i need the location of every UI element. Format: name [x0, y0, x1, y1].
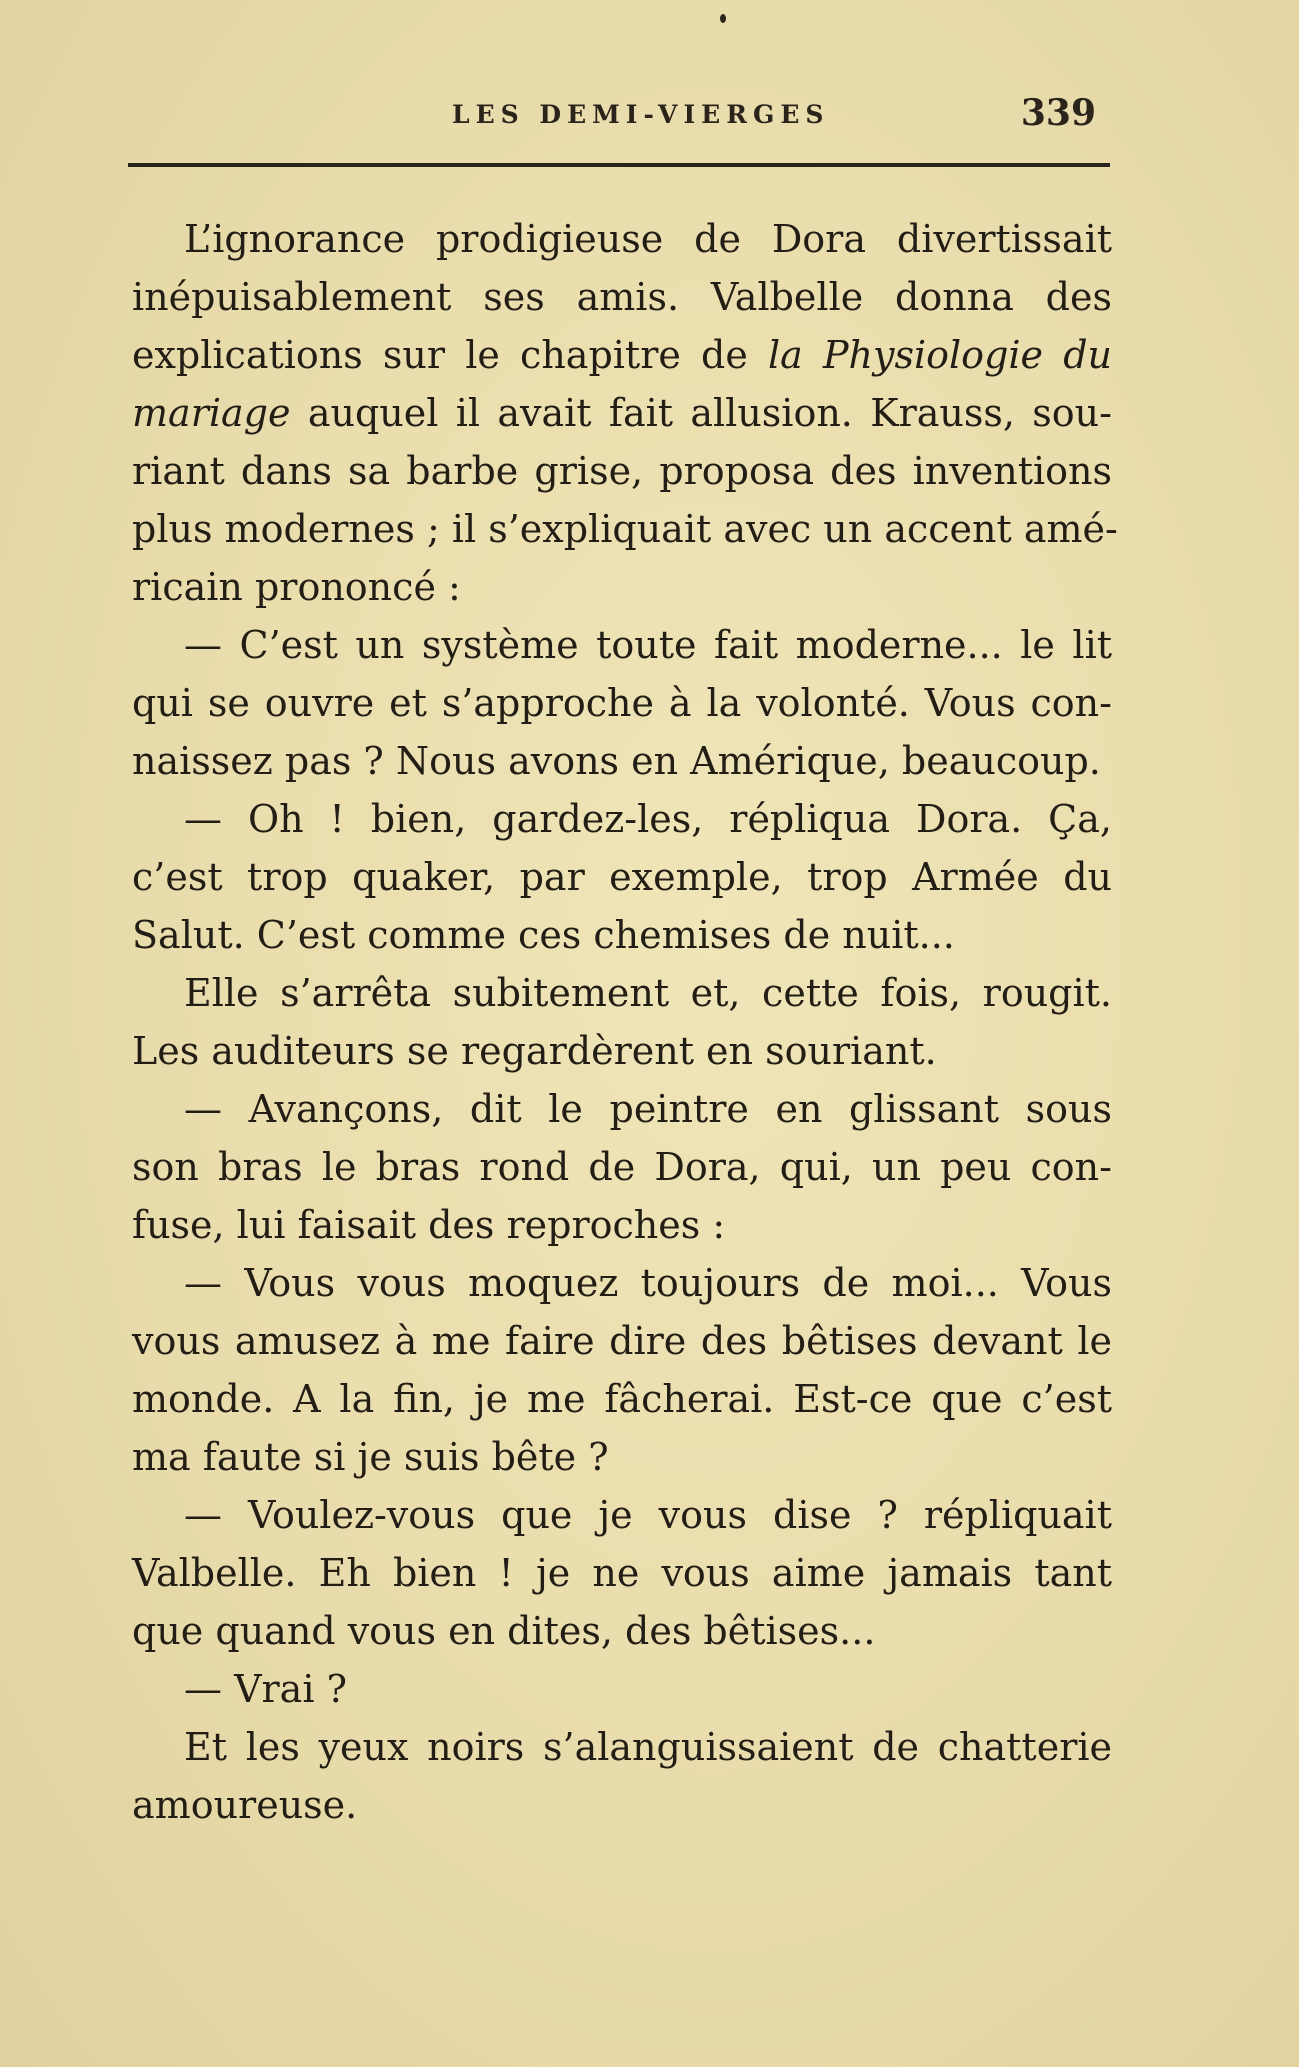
ink-speck — [720, 14, 726, 23]
text-line: vous amusez à me faire dire des bêtises devant le — [132, 1319, 1112, 1363]
text-line: Les auditeurs se regardèrent en souriant. — [132, 1029, 937, 1073]
book-title-italic: la Physiologie du — [768, 333, 1112, 377]
header-rule — [128, 163, 1110, 167]
page-header — [132, 92, 1112, 142]
text-line: son bras le bras rond de Dora, qui, un peu con- — [132, 1145, 1112, 1189]
text-line: — Avançons, dit le peintre en glissant sous — [184, 1087, 1112, 1131]
text-line: — Vous vous moquez toujours de moi... Vous — [184, 1261, 1112, 1305]
text-line: que quand vous en dites, des bêtises... — [132, 1609, 876, 1653]
text-line: ricain prononcé : — [132, 565, 461, 609]
text-line: plus modernes ; il s’expliquait avec un accent amé- — [132, 507, 1118, 551]
page-number: 339 — [1020, 92, 1096, 134]
text-line: Elle s’arrêta subitement et, cette fois, rougit. — [184, 971, 1112, 1015]
text-line: Valbelle. Eh bien ! je ne vous aime jamais tant — [132, 1551, 1112, 1595]
running-title: LES DEMI-VIERGES — [452, 100, 830, 129]
text-line: c’est trop quaker, par exemple, trop Armée du — [132, 855, 1112, 899]
body-text — [132, 210, 1118, 1834]
text-line-segment: explications sur le chapitre de — [132, 333, 769, 377]
text-line: ma faute si je suis bête ? — [132, 1435, 609, 1479]
text-line: — Oh ! bien, gardez-les, répliqua Dora. Ça, — [184, 797, 1112, 841]
text-line: — Voulez-vous que je vous dise ? répliquait — [184, 1493, 1112, 1537]
text-line: monde. A la fin, je me fâcherai. Est-ce que c’est — [132, 1377, 1112, 1421]
text-line: — C’est un système toute fait moderne... le lit — [184, 623, 1112, 667]
text-line: Salut. C’est comme ces chemises de nuit... — [132, 913, 955, 957]
text-line: Et les yeux noirs s’alanguissaient de chatterie — [184, 1725, 1112, 1769]
text-line — [132, 326, 1112, 384]
text-line: — Vrai ? — [184, 1667, 347, 1711]
text-line: inépuisablement ses amis. Valbelle donna des — [132, 275, 1112, 319]
text-line: naissez pas ? Nous avons en Amérique, beaucoup. — [132, 739, 1101, 783]
book-title-italic: mariage — [132, 391, 291, 435]
text-line: amoureuse. — [132, 1783, 358, 1827]
text-line: qui se ouvre et s’approche à la volonté. Vous con- — [132, 681, 1112, 725]
text-line: riant dans sa barbe grise, proposa des inventions — [132, 449, 1112, 493]
text-line: fuse, lui faisait des reproches : — [132, 1203, 726, 1247]
text-line-segment: auquel il avait fait allusion. Krauss, sou- — [290, 391, 1112, 435]
text-line — [132, 384, 1112, 442]
text-line: L’ignorance prodigieuse de Dora divertissait — [184, 217, 1112, 261]
